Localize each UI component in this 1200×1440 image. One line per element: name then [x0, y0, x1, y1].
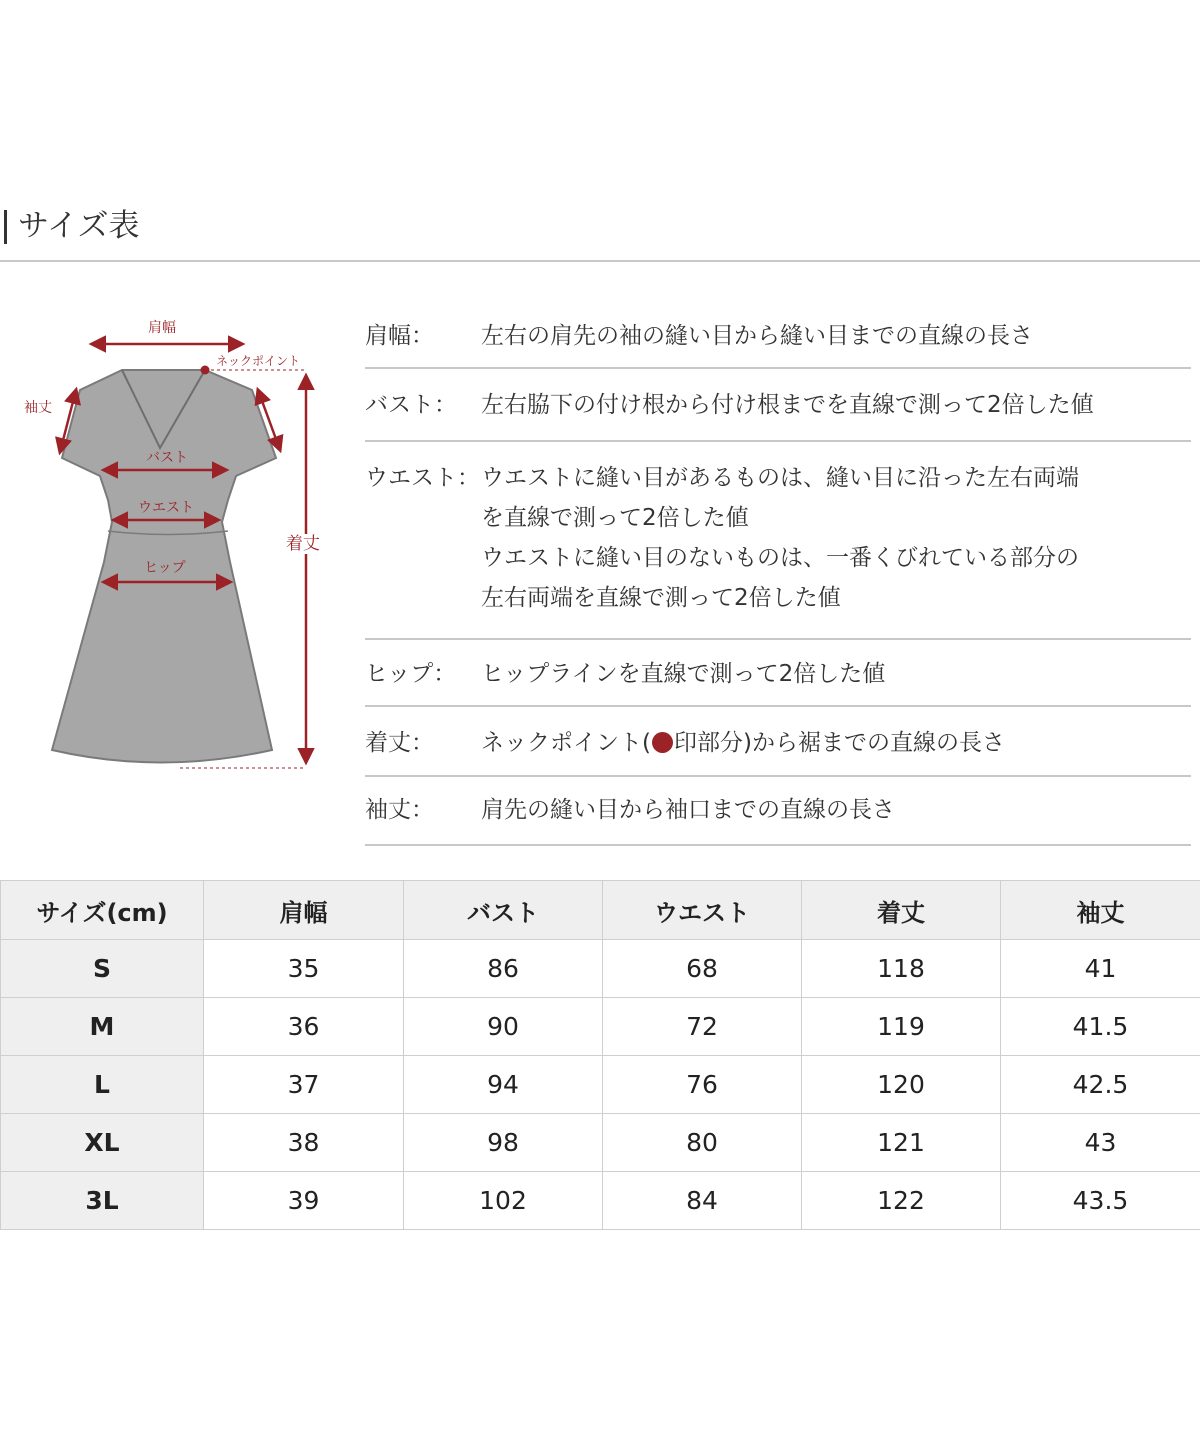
column-header-size: サイズ(cm): [1, 881, 204, 940]
size-cell: S: [1, 940, 204, 998]
definition-term: 肩幅：: [365, 323, 434, 349]
definition-length: [365, 707, 1191, 777]
definition-bust: [365, 369, 1191, 442]
definition-text: [481, 790, 1191, 830]
definition-text: [481, 458, 1191, 618]
definition-waist: [365, 442, 1191, 640]
definition-sleeve: [365, 777, 1191, 846]
label-sleeve: 袖丈: [24, 400, 52, 416]
table-row: [1, 998, 1200, 1056]
table-row: [1, 1056, 1200, 1114]
table-cell: 72: [603, 998, 802, 1056]
column-header-length: 着丈: [802, 881, 1001, 940]
page-title: サイズ表: [18, 208, 140, 244]
table-cell: 37: [204, 1056, 404, 1114]
table-cell: 102: [404, 1172, 603, 1230]
definition-shoulder: [365, 300, 1191, 369]
garment-diagram: [0, 300, 345, 790]
definition-line: 肩先の縫い目から袖口までの直線の長さ: [481, 797, 895, 823]
table-cell: 36: [204, 998, 404, 1056]
table-cell: 42.5: [1001, 1056, 1200, 1114]
table-cell: 43.5: [1001, 1172, 1200, 1230]
table-row: [1, 1172, 1200, 1230]
table-cell: 119: [802, 998, 1001, 1056]
size-cell: L: [1, 1056, 204, 1114]
label-bust: バスト: [146, 450, 188, 466]
definition-line: ヒップラインを直線で測って2倍した値: [481, 661, 886, 687]
table-cell: 41: [1001, 940, 1200, 998]
table-cell: 122: [802, 1172, 1001, 1230]
size-chart-table: [0, 880, 1200, 1230]
table-cell: 41.5: [1001, 998, 1200, 1056]
definition-line: を直線で測って2倍した値: [481, 505, 749, 531]
title-accent-bar: [4, 210, 7, 244]
table-header-row: [1, 881, 1200, 940]
table-cell: 118: [802, 940, 1001, 998]
definition-line: ウエストに縫い目があるものは、縫い目に沿った左右両端: [481, 465, 1079, 491]
definition-line: 左右脇下の付け根から付け根までを直線で測って2倍した値: [481, 392, 1094, 418]
label-shoulder: 肩幅: [148, 320, 176, 336]
definition-term: ウエスト：: [365, 465, 480, 491]
definition-line: ウエストに縫い目のないものは、一番くびれている部分の: [481, 545, 1079, 571]
definition-line: [481, 723, 1191, 763]
size-cell: M: [1, 998, 204, 1056]
definition-text: [481, 723, 1191, 763]
label-waist: ウエスト: [138, 500, 194, 516]
definition-text: [481, 654, 1191, 694]
table-cell: 39: [204, 1172, 404, 1230]
table-cell: 120: [802, 1056, 1001, 1114]
table-cell: 80: [603, 1114, 802, 1172]
table-cell: 84: [603, 1172, 802, 1230]
section-header: [0, 206, 1200, 262]
definition-line: 左右の肩先の袖の縫い目から縫い目までの直線の長さ: [481, 323, 1033, 349]
table-cell: 121: [802, 1114, 1001, 1172]
table-cell: 68: [603, 940, 802, 998]
label-hip: ヒップ: [144, 560, 186, 576]
definition-term: ヒップ：: [365, 661, 457, 687]
label-neck-point: ネックポイント: [216, 354, 301, 368]
table-cell: 35: [204, 940, 404, 998]
column-header-waist: ウエスト: [603, 881, 802, 940]
definition-term: バスト：: [365, 392, 457, 418]
column-header-sleeve: 袖丈: [1001, 881, 1200, 940]
definition-text-before-dot: ネックポイント(: [481, 730, 651, 756]
table-cell: 43: [1001, 1114, 1200, 1172]
table-cell: 90: [404, 998, 603, 1056]
size-cell: 3L: [1, 1172, 204, 1230]
table-cell: 38: [204, 1114, 404, 1172]
table-row: [1, 940, 1200, 998]
label-length: 着丈: [286, 534, 320, 554]
table-row: [1, 1114, 1200, 1172]
definition-text-after-dot: 印部分)から裾までの直線の長さ: [673, 730, 1005, 756]
column-header-shoulder: 肩幅: [204, 881, 404, 940]
size-cell: XL: [1, 1114, 204, 1172]
definition-term: 袖丈：: [365, 797, 434, 823]
table-cell: 98: [404, 1114, 603, 1172]
table-cell: 94: [404, 1056, 603, 1114]
measurement-definitions: [365, 300, 1191, 846]
neck-point-dot-icon: [652, 732, 673, 753]
definition-line: 左右両端を直線で測って2倍した値: [481, 585, 841, 611]
table-cell: 76: [603, 1056, 802, 1114]
column-header-bust: バスト: [404, 881, 603, 940]
definition-text: [481, 316, 1191, 356]
definition-term: 着丈：: [365, 730, 434, 756]
definition-text: [481, 385, 1191, 425]
table-cell: 86: [404, 940, 603, 998]
definition-hip: [365, 640, 1191, 707]
